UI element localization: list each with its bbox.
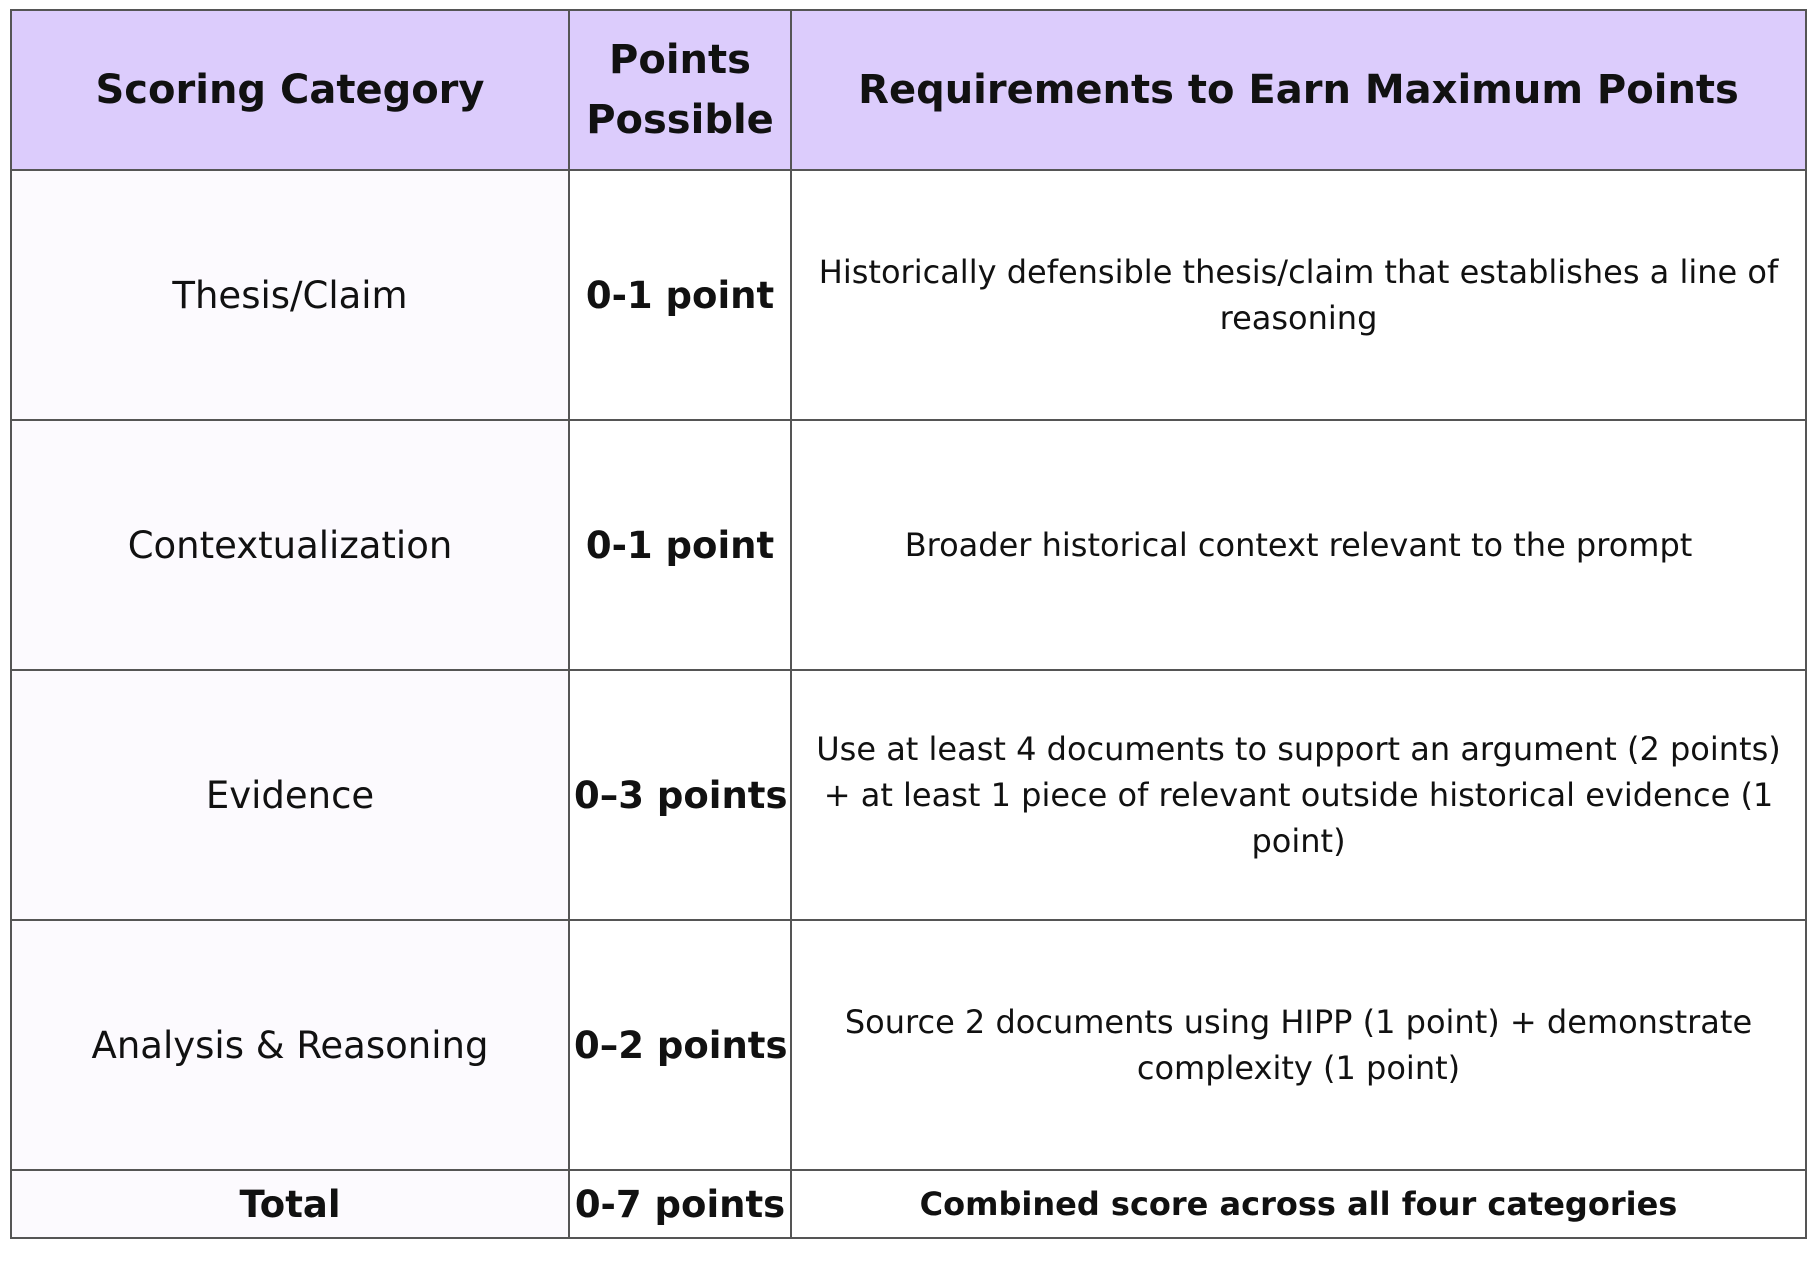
table-total-row — [11, 1170, 1806, 1238]
table-row — [11, 670, 1806, 920]
table-row — [11, 920, 1806, 1170]
category-cell: Thesis/Claim — [11, 170, 569, 420]
header-points-possible: Points Possible — [569, 10, 791, 170]
requirement-cell: Historically defensible thesis/claim that establishes a line of reasoning — [791, 170, 1806, 420]
category-cell: Contextualization — [11, 420, 569, 670]
category-cell: Analysis & Reasoning — [11, 920, 569, 1170]
table-header-row — [11, 10, 1806, 170]
points-cell: 0–3 points — [569, 670, 791, 920]
category-cell: Evidence — [11, 670, 569, 920]
requirement-cell: Use at least 4 documents to support an argument (2 points) + at least 1 piece of relevant outside historical evidence (1 point) — [791, 670, 1806, 920]
points-cell: 0–2 points — [569, 920, 791, 1170]
requirement-cell: Source 2 documents using HIPP (1 point) + demonstrate complexity (1 point) — [791, 920, 1806, 1170]
requirement-cell: Broader historical context relevant to the prompt — [791, 420, 1806, 670]
scoring-rubric-table — [10, 9, 1807, 1239]
total-requirement-cell: Combined score across all four categories — [791, 1170, 1806, 1238]
table-row — [11, 170, 1806, 420]
header-scoring-category: Scoring Category — [11, 10, 569, 170]
points-cell: 0-1 point — [569, 170, 791, 420]
table-row — [11, 420, 1806, 670]
total-label-cell: Total — [11, 1170, 569, 1238]
points-cell: 0-1 point — [569, 420, 791, 670]
total-points-cell: 0-7 points — [569, 1170, 791, 1238]
header-requirements: Requirements to Earn Maximum Points — [791, 10, 1806, 170]
